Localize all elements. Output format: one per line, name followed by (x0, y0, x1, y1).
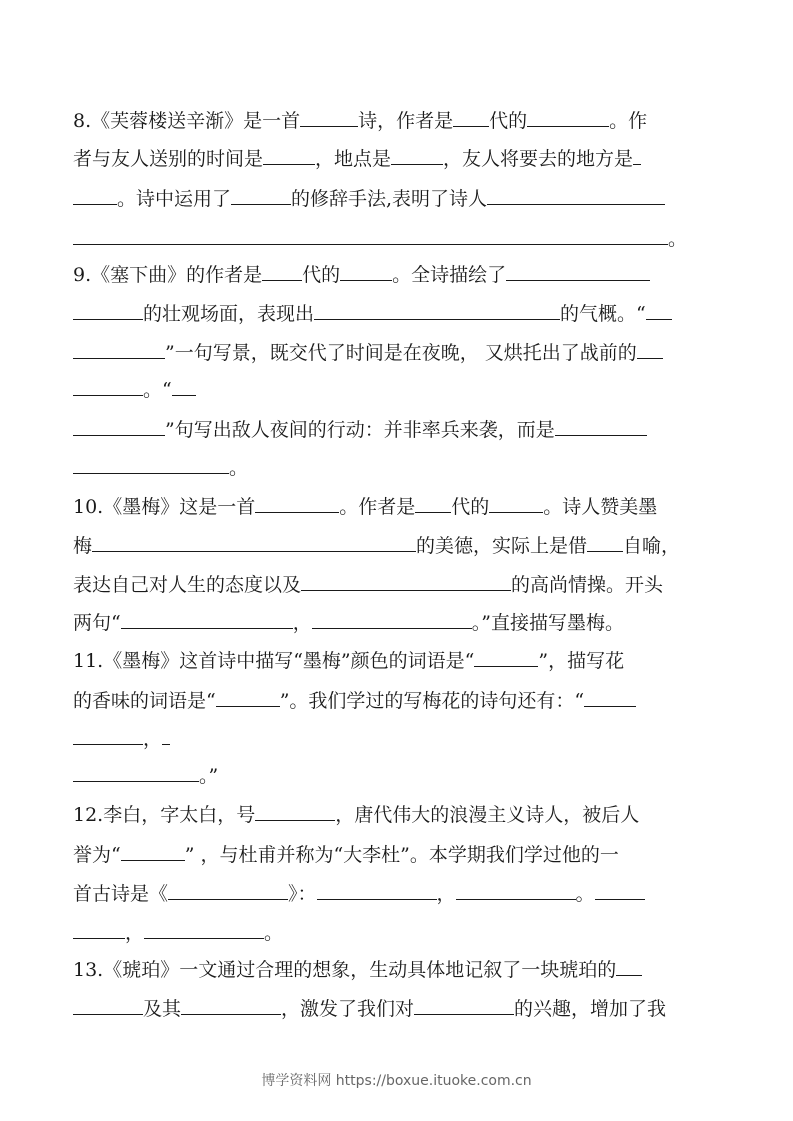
answer-blank[interactable] (181, 996, 281, 1015)
answer-blank[interactable] (301, 572, 511, 591)
q10-line-2: 梅 的美德，实际上是借 自喻， (73, 535, 681, 557)
answer-blank[interactable] (317, 881, 437, 900)
answer-blank[interactable] (555, 417, 647, 436)
answer-blank[interactable] (255, 802, 335, 821)
q9-line-4: 。“ (73, 377, 196, 403)
q8-line-3: 。诗中运用了 的修辞手法,表明了诗人 (73, 186, 665, 212)
answer-blank[interactable] (92, 533, 416, 552)
answer-blank[interactable] (527, 108, 609, 127)
q10-line-1: 10.《墨梅》这是一首 。作者是 代的 。诗人赞美墨 (73, 496, 658, 518)
q11-line-2: 的香味的词语是“ ”。我们学过的写梅花的诗句还有：“ (73, 688, 636, 714)
answer-blank[interactable] (73, 763, 199, 782)
q8-line-2: 者与友人送别的时间是 ，地点是 ，友人将要去的地方是 (73, 146, 641, 172)
q11-line-3: ， (73, 726, 170, 752)
answer-blank[interactable] (616, 957, 642, 976)
answer-blank[interactable] (474, 648, 538, 667)
answer-blank[interactable] (487, 186, 665, 205)
answer-blank[interactable] (162, 726, 170, 745)
answer-blank[interactable] (255, 494, 339, 513)
page-footer: 博学资料网 https://boxue.ituoke.com.cn (261, 1073, 532, 1089)
q12-line-3: 首古诗是《 》： ， 。 (73, 881, 645, 907)
q9-line-2: 的壮观场面，表现出 的气概。“ (73, 301, 672, 327)
answer-blank[interactable] (144, 920, 264, 939)
q12-line-4: ， 。 (73, 920, 283, 946)
answer-blank[interactable] (73, 377, 143, 396)
answer-blank[interactable] (73, 340, 165, 359)
answer-blank[interactable] (300, 108, 358, 127)
q9-line-5: ”句写出敌人夜间的行动：并非率兵来袭，而是 (73, 417, 647, 443)
q10-line-4: 两句“ ， 。”直接描写墨梅。 (73, 612, 624, 634)
answer-blank[interactable] (456, 881, 576, 900)
answer-blank[interactable] (73, 226, 668, 245)
answer-blank[interactable] (340, 262, 392, 281)
answer-blank[interactable] (453, 108, 489, 127)
answer-blank[interactable] (263, 146, 315, 165)
answer-blank[interactable] (415, 494, 451, 513)
answer-blank[interactable] (595, 881, 645, 900)
answer-blank[interactable] (391, 146, 443, 165)
answer-blank[interactable] (73, 417, 165, 436)
answer-blank[interactable] (73, 996, 143, 1015)
answer-blank[interactable] (489, 494, 543, 513)
q12-line-1: 12.李白，字太白，号 ，唐代伟大的浪漫主义诗人，被后人 (73, 804, 640, 826)
answer-blank[interactable] (646, 301, 672, 320)
answer-blank[interactable] (73, 301, 143, 320)
answer-blank[interactable] (172, 377, 196, 396)
answer-blank[interactable] (216, 688, 280, 707)
answer-blank[interactable] (312, 610, 472, 629)
q13-line-2: 及其 ，激发了我们对 的兴趣，增加了我 (73, 996, 666, 1022)
q9-line-3: ”一句写景，既交代了时间是在夜晚， 又烘托出了战前的 (73, 340, 663, 366)
q8-line-1: 8.《芙蓉楼送辛渐》是一首 诗，作者是 代的 。作 (73, 110, 648, 132)
q8-line-4: 。 (73, 226, 687, 252)
answer-blank[interactable] (73, 186, 117, 205)
answer-blank[interactable] (121, 610, 293, 629)
answer-blank[interactable] (633, 146, 641, 165)
answer-blank[interactable] (168, 881, 288, 900)
answer-blank[interactable] (584, 688, 636, 707)
answer-blank[interactable] (262, 262, 302, 281)
q9-line-6: 。 (73, 455, 248, 481)
q12-line-2: 誉为“ ” ，与杜甫并称为“大李杜”。本学期我们学过他的一 (73, 844, 619, 866)
answer-blank[interactable] (314, 301, 560, 320)
answer-blank[interactable] (637, 340, 663, 359)
q9-line-1: 9.《塞下曲》的作者是 代的 。全诗描绘了 (73, 262, 650, 288)
answer-blank[interactable] (73, 455, 229, 474)
q13-line-1: 13.《琥珀》一文通过合理的想象，生动具体地记叙了一块琥珀的 (73, 957, 642, 983)
answer-blank[interactable] (414, 996, 514, 1015)
q11-line-1: 11.《墨梅》这首诗中描写“墨梅”颜色的词语是“ ”，描写花 (73, 650, 625, 672)
q10-line-3: 表达自己对人生的态度以及 的高尚情操。开头 (73, 574, 664, 596)
answer-blank[interactable] (73, 726, 143, 745)
answer-blank[interactable] (506, 262, 650, 281)
q11-line-4: 。” (73, 763, 218, 789)
answer-blank[interactable] (73, 920, 125, 939)
answer-blank[interactable] (587, 533, 623, 552)
answer-blank[interactable] (121, 842, 185, 861)
answer-blank[interactable] (231, 186, 291, 205)
